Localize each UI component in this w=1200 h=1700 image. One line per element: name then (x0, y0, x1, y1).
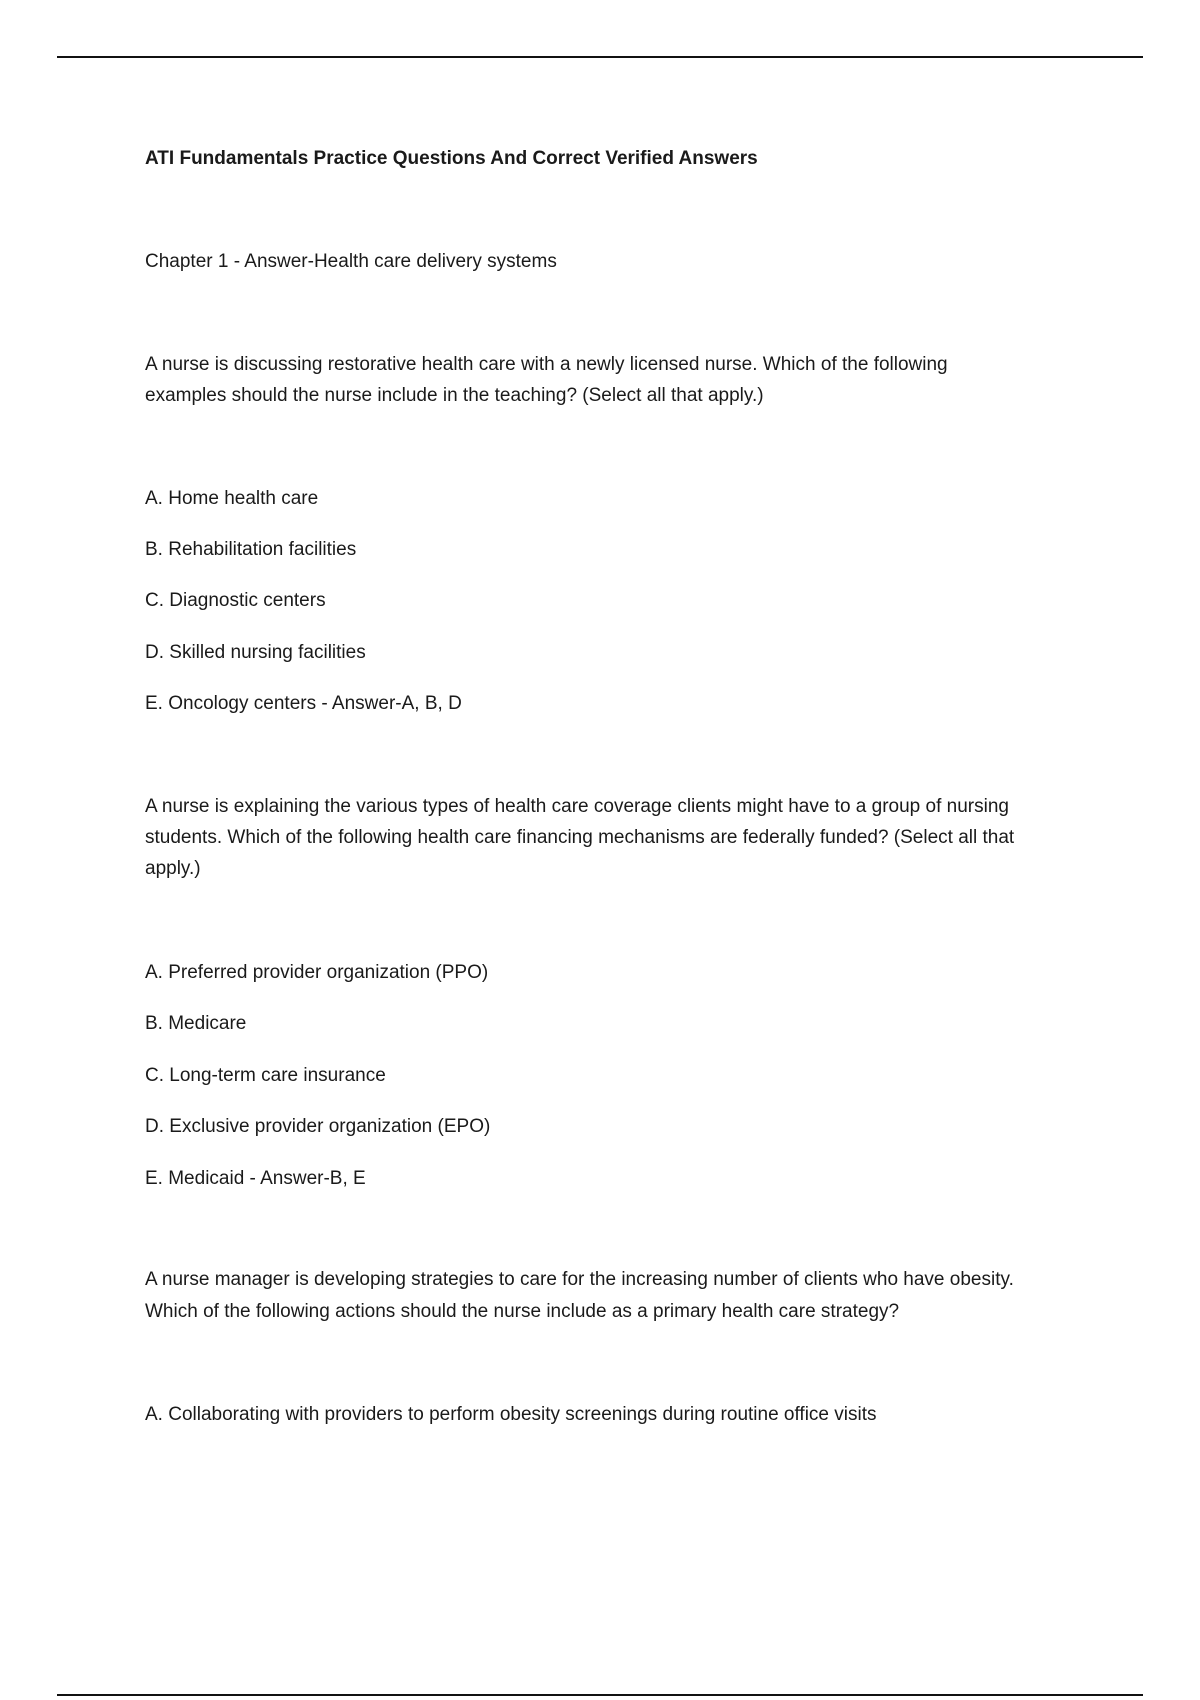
answer-option: A. Collaborating with providers to perform obesity screenings during routine office visits (145, 1404, 877, 1425)
question-text-line: A nurse is explaining the various types of health care coverage clients might have to a group of nursing (145, 796, 1009, 817)
answer-option-with-answer: E. Medicaid - Answer-B, E (145, 1168, 366, 1189)
bottom-rule (57, 1694, 1143, 1696)
document-title: ATI Fundamentals Practice Questions And Correct Verified Answers (145, 148, 758, 169)
answer-option-with-answer: E. Oncology centers - Answer-A, B, D (145, 693, 462, 714)
answer-option: A. Preferred provider organization (PPO) (145, 962, 489, 983)
top-rule (57, 56, 1143, 58)
question-text-line: A nurse is discussing restorative health care with a newly licensed nurse. Which of the following (145, 354, 948, 375)
question-text-line: Which of the following actions should the nurse include as a primary health care strategy? (145, 1301, 900, 1322)
question-text-line: students. Which of the following health care financing mechanisms are federally funded? (Select all that (145, 827, 1015, 848)
answer-option: C. Long-term care insurance (145, 1065, 386, 1086)
answer-option: B. Rehabilitation facilities (145, 539, 357, 560)
question-text-line: apply.) (145, 858, 201, 879)
answer-option: A. Home health care (145, 488, 319, 509)
question-text-line: examples should the nurse include in the teaching? (Select all that apply.) (145, 385, 764, 406)
answer-option: D. Exclusive provider organization (EPO) (145, 1116, 491, 1137)
answer-option: C. Diagnostic centers (145, 590, 326, 611)
answer-option: B. Medicare (145, 1013, 247, 1034)
chapter-heading: Chapter 1 - Answer-Health care delivery systems (145, 251, 557, 272)
question-text-line: A nurse manager is developing strategies to care for the increasing number of clients who have obesity. (145, 1269, 1014, 1290)
answer-option: D. Skilled nursing facilities (145, 642, 366, 663)
